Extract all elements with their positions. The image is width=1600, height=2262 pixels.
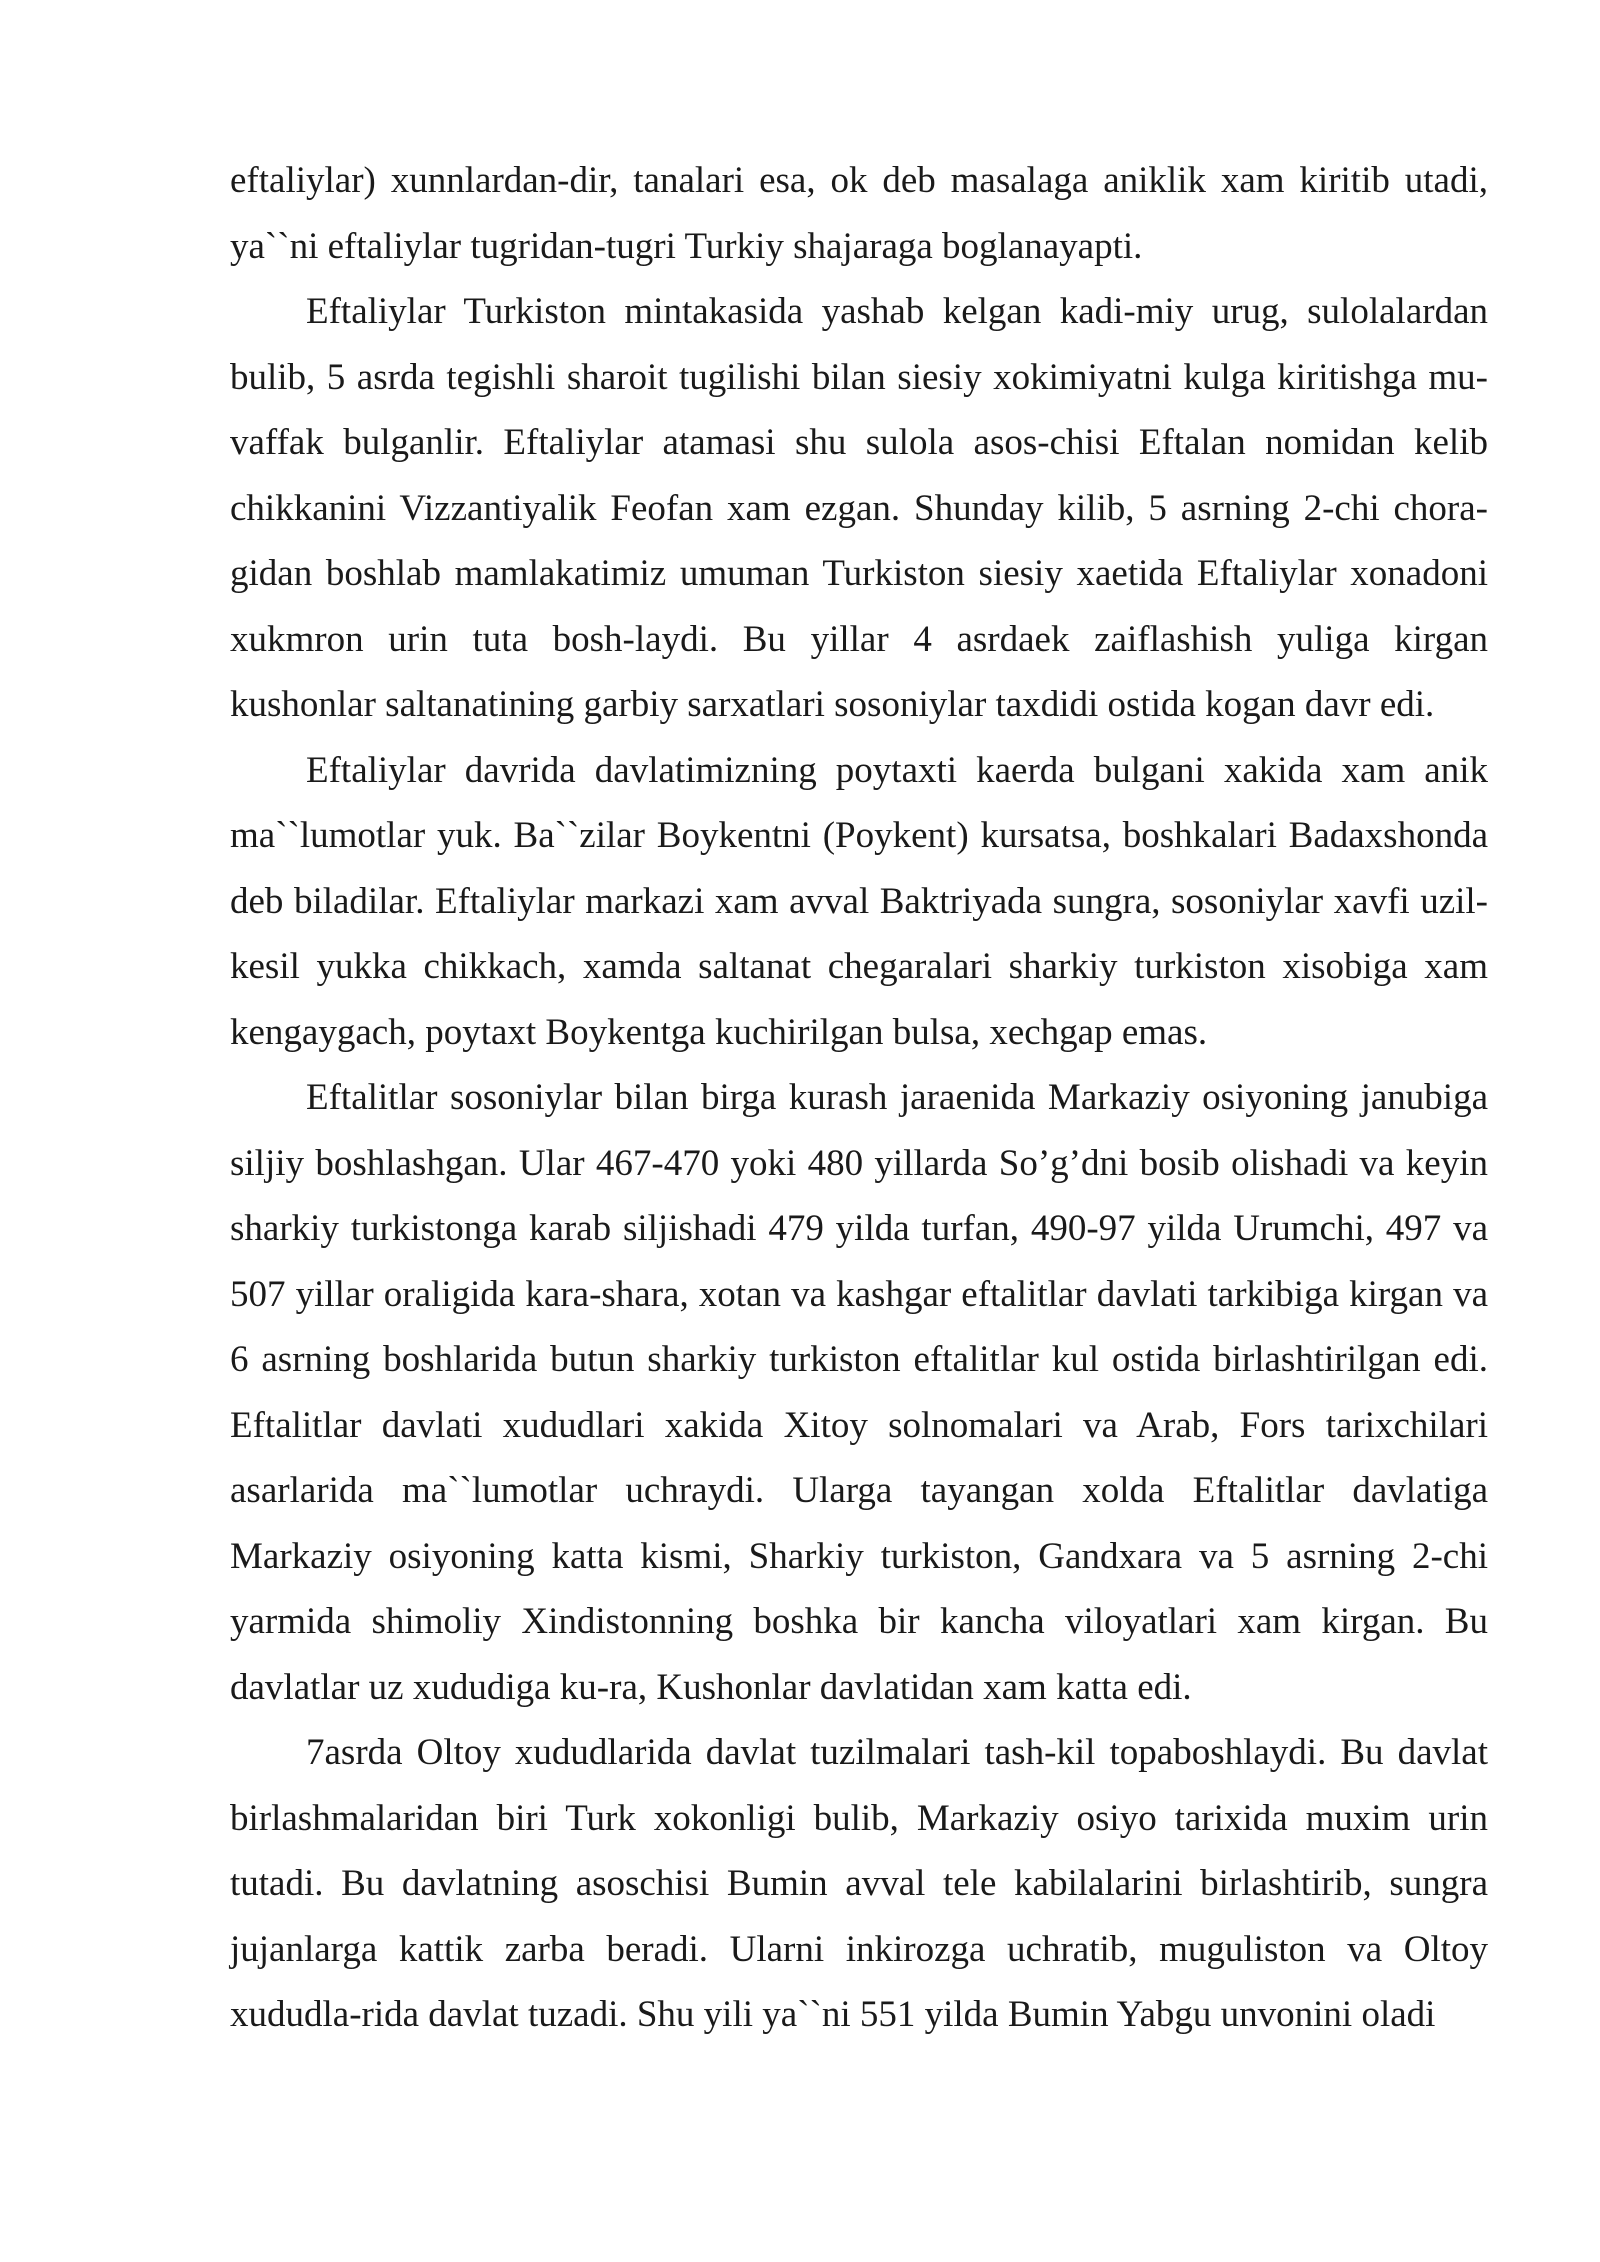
paragraph-5: 7asrda Oltoy xududlarida davlat tuzilmalari tash-kil topaboshlaydi. Bu davlat birlashmalaridan biri Turk xokonligi bulib, Markaziy osiyo tarixida muxim urin tutadi. Bu davlatning asoschisi Bumin avval tele kabilalarini birlashtirib, sungra jujanlarga kattik zarba beradi. Ularni inkirozga uchratib, muguliston va Oltoy xududla-rida davlat tuzadi. Shu yili ya``ni 551 yilda Bumin Yabgu unvonini oladi	[230, 1732, 1488, 2035]
document-page	[230, 148, 1488, 2048]
paragraph-1: eftaliylar) xunnlardan-dir, tanalari esa, ok deb masalaga aniklik xam kiritib utadi, ya``ni eftaliylar tugridan-tugri Turkiy shajaraga boglanayapti.	[230, 160, 1488, 267]
paragraph-4: Eftalitlar sosoniylar bilan birga kurash jaraenida Markaziy osiyoning janubiga siljiy boshlashgan. Ular 467-470 yoki 480 yillarda So’g’dni bosib olishadi va keyin sharkiy turkistonga karab siljishadi 479 yilda turfan, 490-97 yilda Urumchi, 497 va 507 yillar oraligida kara-shara, xotan va kashgar eftalitlar davlati tarkibiga kirgan va 6 asrning boshlarida butun sharkiy turkiston eftalitlar kul ostida birlashtirilgan edi. Eftalitlar davlati xududlari xakida Xitoy solnomalari va Arab, Fors tarixchilari asarlarida ma``lumotlar uchraydi. Ularga tayangan xolda Eftalitlar davlatiga Markaziy osiyoning katta kismi, Sharkiy turkiston, Gandxara va 5 asrning 2-chi yarmida shimoliy Xindistonning boshka bir kancha viloyatlari xam kirgan. Bu davlatlar uz xududiga ku-ra, Kushonlar davlatidan xam katta edi.	[230, 1077, 1488, 1708]
paragraph-3: Eftaliylar davrida davlatimizning poytaxti kaerda bulgani xakida xam anik ma``lumotlar yuk. Ba``zilar Boykentni (Poykent) kursatsa, boshkalari Badaxshonda deb biladilar. Eftaliylar markazi xam avval Baktriyada sungra, sosoniylar xavfi uzil-kesil yukka chikkach, xamda saltanat chegaralari sharkiy turkiston xisobiga xam kengaygach, poytaxt Boykentga kuchirilgan bulsa, xechgap emas.	[230, 749, 1488, 1053]
paragraph-2: Eftaliylar Turkiston mintakasida yashab kelgan kadi-miy urug, sulolalardan bulib, 5 asrda tegishli sharoit tugilishi bilan siesiy xokimiyatni kulga kiritishga muvaffak bulganlir. Eftaliylar atamasi shu sulola asos-chisi Eftalan nomidan kelib chikkanini Vizzantiyalik Feofan xam ezgan. Shunday kilib, 5 asrning 2-chi choragidan boshlab mamlakatimiz umuman Turkiston siesiy xaetida Eftaliylar xonadoni xukmron urin tuta bosh-laydi. Bu yillar 4 asrdaek zaiflashish yuliga kirgan kushonlar saltanatining garbiy sarxatlari sosoniylar taxdidi ostida kogan davr edi.	[230, 291, 1488, 725]
